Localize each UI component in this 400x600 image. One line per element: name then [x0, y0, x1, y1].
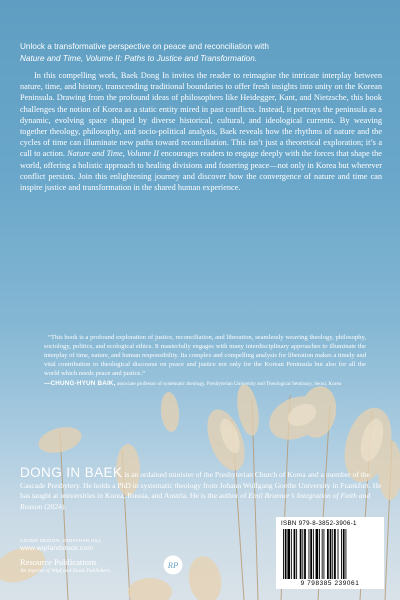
publisher-logo-text: RP — [167, 560, 179, 571]
description-text-1: In this compelling work, Baek Dong In invites the reader to reimagine the intricate interplay between nature, time, and history, transcending traditional boundaries to offer fresh insights into unity on the Korean Peninsula. Drawing from the profound ideas of philosophers like Heidegger, Kant, and Nietzsche, this book challenges the notion of Korea as a static entity mired in past conflicts. Instead, it portrays the peninsula as a dynamic, evolving space shaped by diverse historical, cultural, and ideological currents. By weaving together theology, philosophy, and socio-political analysis, Baek reveals how the rhythms of nature and the cycles of time can illuminate new paths toward reconciliation. This isn’t just a theoretical exploration; it’s a call to action. — [20, 71, 382, 159]
description-text-2: encourages readers to engage deeply with the forces that shape the world, offering a holistic approach to healing divisions and fostering peace—not only in Korea but wherever conflict persists. Join this enlightening journey and discover how the convergence of nature and time can inspire justice and transformation in the shared human experience. — [20, 149, 382, 193]
publisher-imprint: An imprint of Wipf and Stock Publishers — [20, 568, 111, 574]
author-name: DONG IN BAEK — [20, 465, 123, 480]
publisher-logo-icon — [163, 555, 183, 575]
description-title-italic: Nature and Time, Volume II — [67, 149, 159, 159]
barcode-bars-icon — [281, 529, 379, 579]
publisher-name: Resource Publications — [20, 557, 97, 567]
author-bio-book-title: Emil Brunner’s Integration of Faith and Reason — [20, 491, 371, 511]
isbn-label: ISBN 979-8-3852-3906-1 — [281, 520, 357, 527]
book-description — [20, 70, 382, 193]
endorser-affiliation: associate professor of systematic theology, Presbyterian University and Theological Seminary, Seoul, Korea — [115, 381, 342, 387]
endorsement-quote: “This book is a profound exploration of justice, reconciliation, and liberation, seamlessly weaving theology, philosophy, sociology, politics, and ecological ethics. It masterfully engages with many interdisciplinary approaches to illuminate the interplay of time, nature, and human responsibility. Its complex and compelling analysis for liberation makes a timely and vital contribution to theological discourse on peace and justice not only for the Korean Peninsula but also for all the world which needs peace and justice.” — [44, 334, 366, 378]
tagline-line-1: Unlock a transformative perspective on peace and reconciliation with — [20, 42, 269, 51]
isbn-barcode — [276, 517, 384, 589]
cover-design-credit: COVER DESIGN: JONATHAN HILL — [20, 539, 102, 544]
tagline-line-2: Nature and Time, Volume II: Paths to Justice and Transformation. — [20, 53, 258, 63]
author-bio-text-2: (2024). — [42, 501, 67, 511]
endorser-name: —CHUNG-HYUN BAIK, — [44, 380, 116, 387]
author-bio-text-1: is an ordained minister of the Presbyterian Church of Korea and a member of the Cascade Presbytery. He holds a PhD in systematic theology from Johann Wolfgang Goethe University in Frankfurt. He has taught at universities in Korea, Russia, and Austria. He is the author of — [20, 470, 382, 500]
tagline — [20, 41, 382, 64]
barcode-number: 9 798385 239061 — [300, 580, 360, 587]
publisher-website-link[interactable]: www.wipfandstock.com — [20, 545, 94, 552]
endorsement-attribution — [44, 380, 366, 389]
author-bio — [20, 465, 382, 512]
